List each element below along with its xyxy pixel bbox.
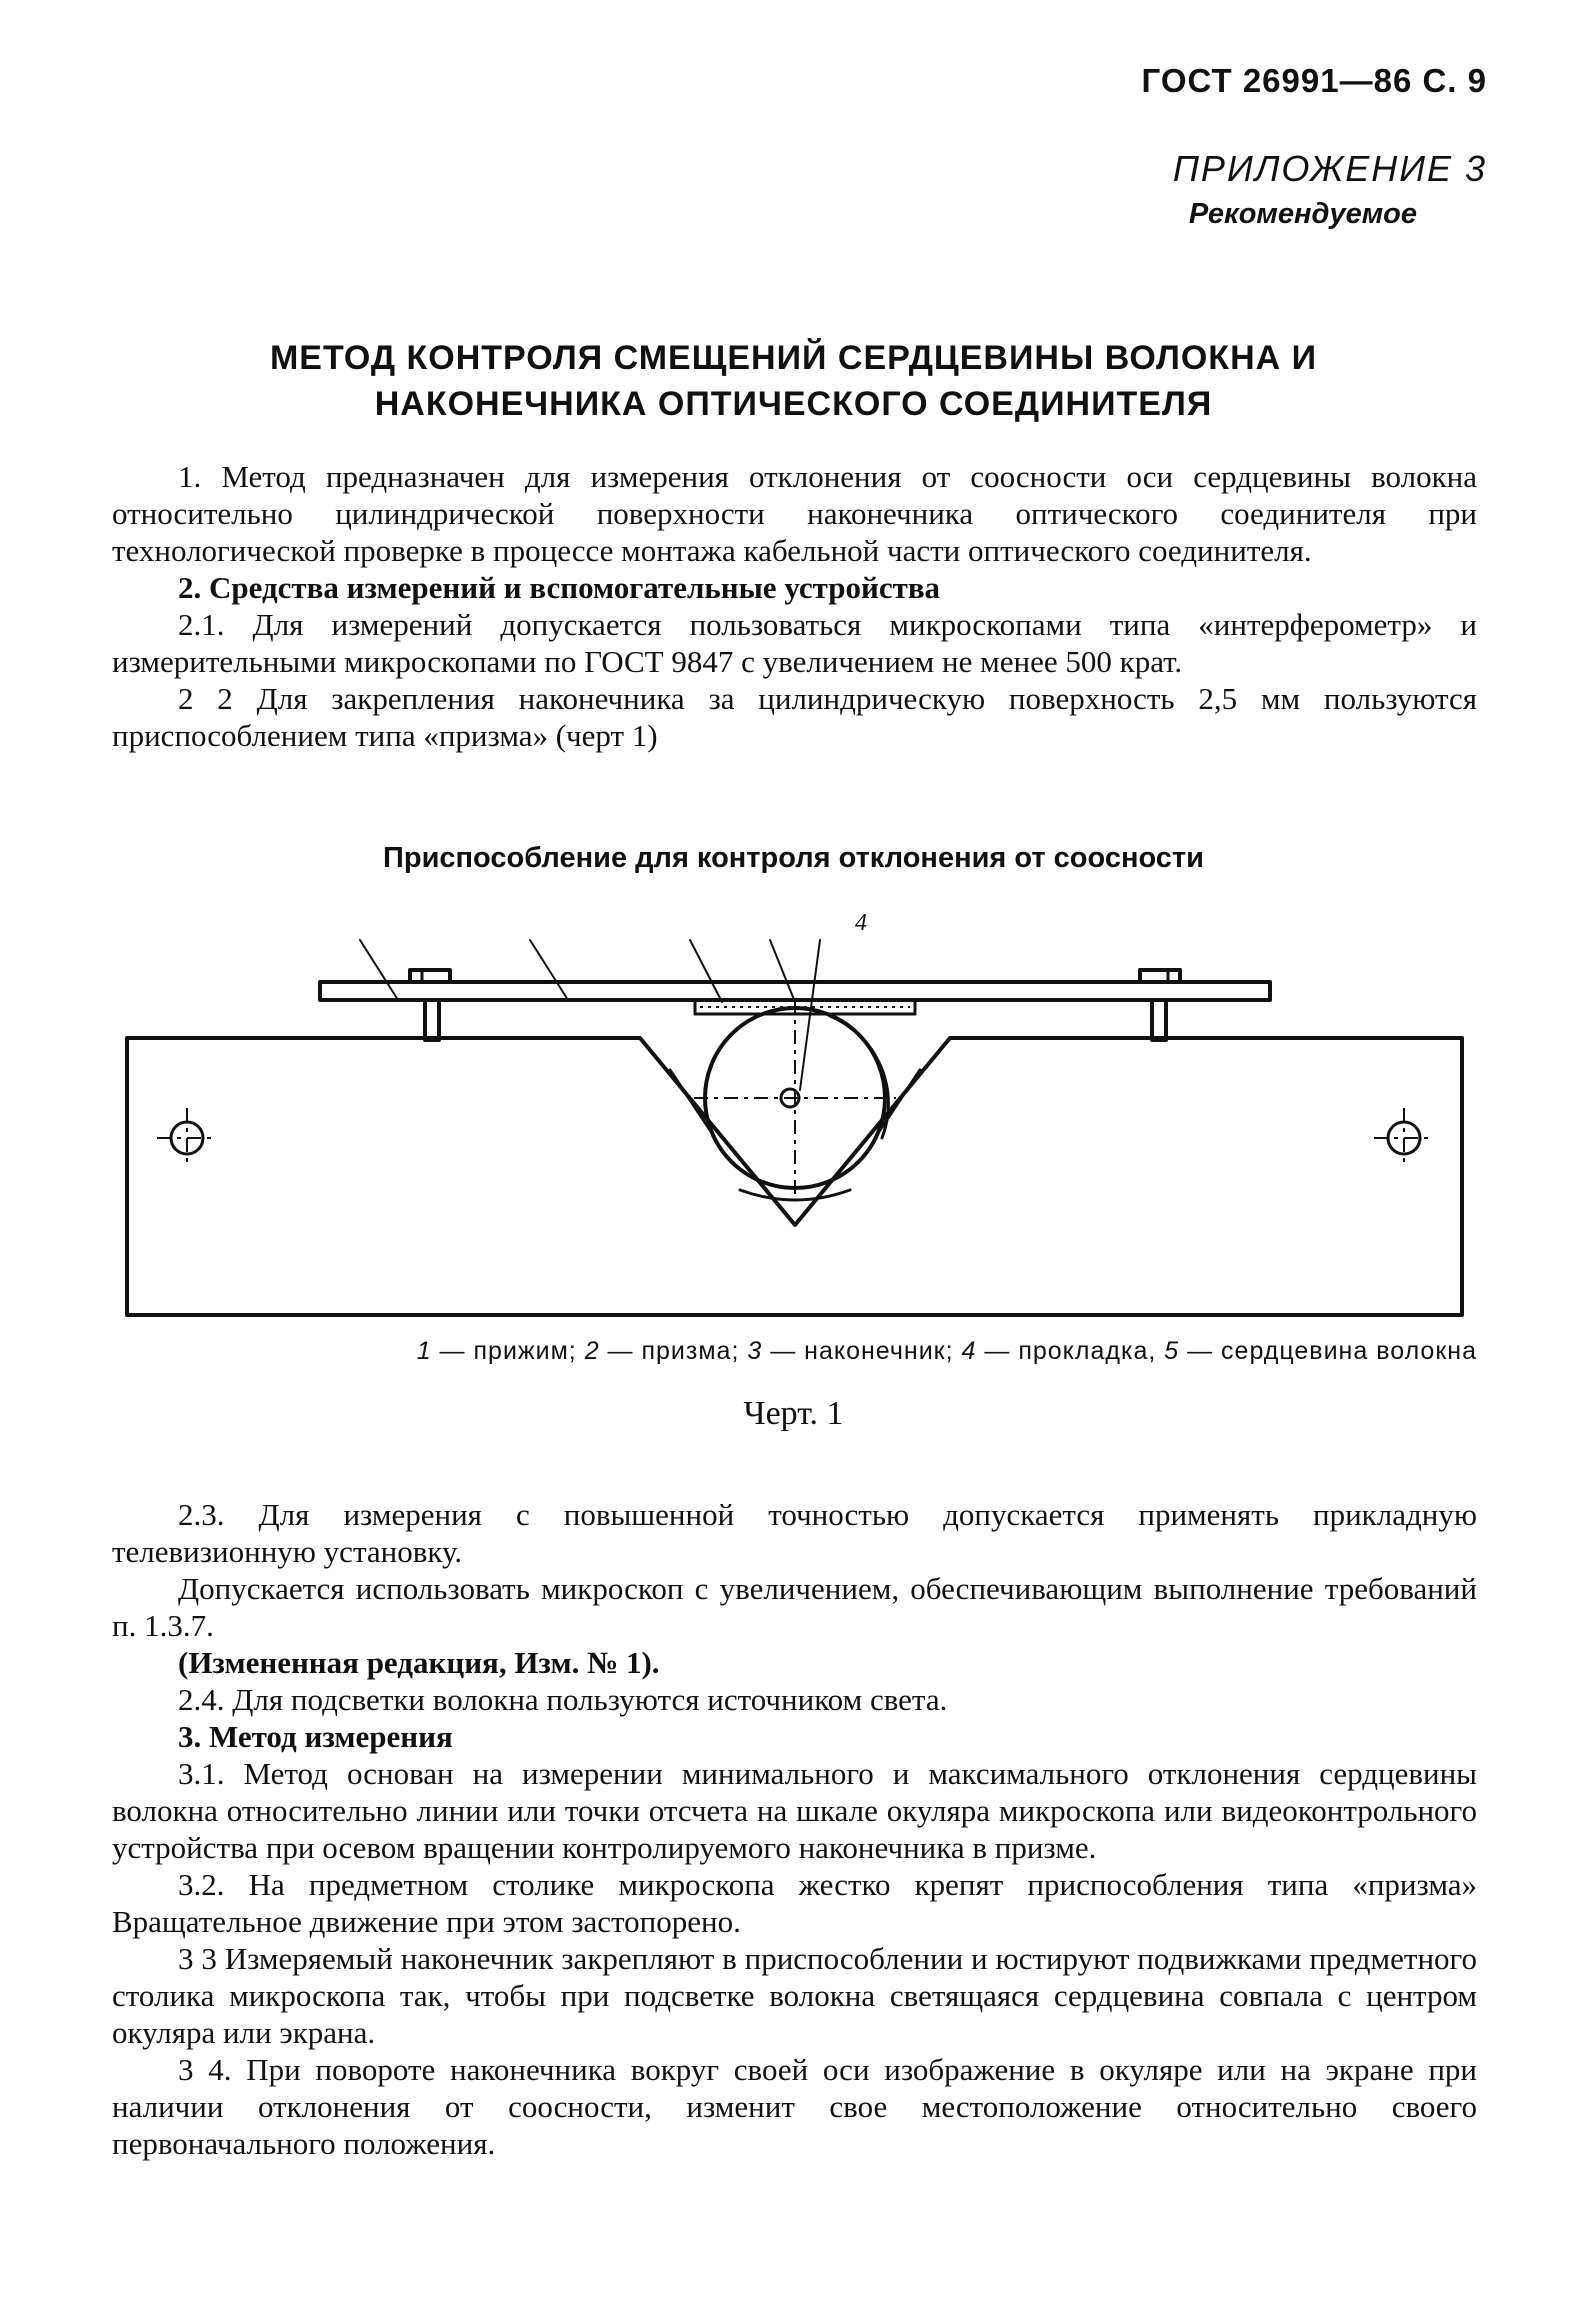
paragraph-2-4: 2.4. Для подсветки волокна пользуются источником света.	[178, 1682, 948, 1717]
standard-reference: ГОСТ 26991—86 С. 9	[1141, 62, 1487, 99]
figure-legend	[110, 1337, 1477, 1366]
paragraph-3-2: 3.2. На предметном столике микроскопа жестко крепят приспособления типа «призма» Вращательное движение при этом застопорено.	[112, 1867, 1477, 1939]
appendix-label: ПРИЛОЖЕНИЕ 3	[1172, 148, 1487, 189]
figure-caption: Приспособление для контроля отклонения от соосности	[383, 842, 1204, 874]
legend-num-3: 3	[747, 1337, 763, 1365]
left-screw-head	[410, 970, 450, 982]
prism-body	[127, 1038, 1462, 1315]
text-block-bottom	[112, 1496, 1477, 2162]
heading-2: 2. Средства измерений и вспомогательные устройства	[178, 570, 941, 605]
legend-num-1: 1	[416, 1337, 432, 1365]
title-line-1: МЕТОД КОНТРОЛЯ СМЕЩЕНИЙ СЕРДЦЕВИНЫ ВОЛОКНА И	[269, 339, 1318, 377]
text-block-top	[112, 458, 1477, 754]
paragraph-3-4: 3 4. При повороте наконечника вокруг своей оси изображение в окуляре или на экране при наличии отклонения от соосности, изменит свое местоположение относительно своего первоначального положения.	[112, 2052, 1477, 2161]
amendment-note: (Измененная редакция, Изм. № 1).	[178, 1645, 660, 1680]
legend-num-4: 4	[961, 1337, 977, 1365]
paragraph-1: 1. Метод предназначен для измерения отклонения от соосности оси сердцевины волокна относительно цилиндрической поверхности наконечника оптического соединителя при технологической проверке в процессе монтажа кабельной части оптического соединителя.	[112, 459, 1477, 568]
appendix-block	[1173, 148, 1487, 231]
title-line-2: НАКОНЕЧНИКА ОПТИЧЕСКОГО СОЕДИНИТЕЛЯ	[374, 385, 1213, 423]
clamp-bar	[320, 982, 1270, 1000]
paragraph-2-2: 2 2 Для закрепления наконечника за цилиндрическую поверхность 2,5 мм пользуются приспособлением типа «призма» (черт 1)	[112, 681, 1477, 753]
paragraph-2-3: 2.3. Для измерения с повышенной точностью допускается применять прикладную телевизионную установку.	[112, 1497, 1477, 1569]
heading-3: 3. Метод измерения	[178, 1719, 453, 1754]
paragraph-2-1: 2.1. Для измерений допускается пользоваться микроскопами типа «интерферометр» и измерительными микроскопами по ГОСТ 9847 с увеличением не менее 500 крат.	[112, 607, 1477, 679]
appendix-status: Рекомендуемое	[1188, 198, 1417, 230]
legend-num-2: 2	[584, 1337, 600, 1365]
legend-num-5: 5	[1164, 1337, 1180, 1365]
paragraph-2-3b: Допускается использовать микроскоп с увеличением, обеспечивающим выполнение требований п. 1.3.7.	[112, 1571, 1477, 1643]
paragraph-3-1: 3.1. Метод основан на измерении минимального и максимального отклонения сердцевины волокна относительно линии или точки отсчета на шкале окуляра микроскопа или видеоконтрольного устройства при осевом вращении контролируемого наконечника в призме.	[112, 1756, 1477, 1865]
legend-text-2: — призма;	[599, 1337, 740, 1365]
document-title	[110, 335, 1477, 427]
callout-4: 4	[855, 910, 867, 936]
rotation-arc	[830, 1016, 888, 1138]
paragraph-3-3: 3 3 Измеряемый наконечник закрепляют в приспособлении и юстируют подвижками предметного столика микроскопа так, чтобы при подсветке волокна светящаяся сердцевина совпала с центром окуляра или экрана.	[112, 1941, 1477, 2050]
legend-text-5: — сердцевина волокна	[1179, 1337, 1477, 1365]
legend-text-3: — наконечник;	[762, 1337, 954, 1365]
legend-text-4: — прокладка,	[976, 1337, 1157, 1365]
figure-label: Черт. 1	[743, 1395, 844, 1432]
right-screw-head	[1140, 970, 1180, 982]
left-screw-shank	[425, 1000, 439, 1040]
prism-fixture-drawing	[110, 910, 1480, 1320]
right-screw-shank	[1152, 1000, 1166, 1040]
legend-text-1: — прижим;	[431, 1337, 577, 1365]
